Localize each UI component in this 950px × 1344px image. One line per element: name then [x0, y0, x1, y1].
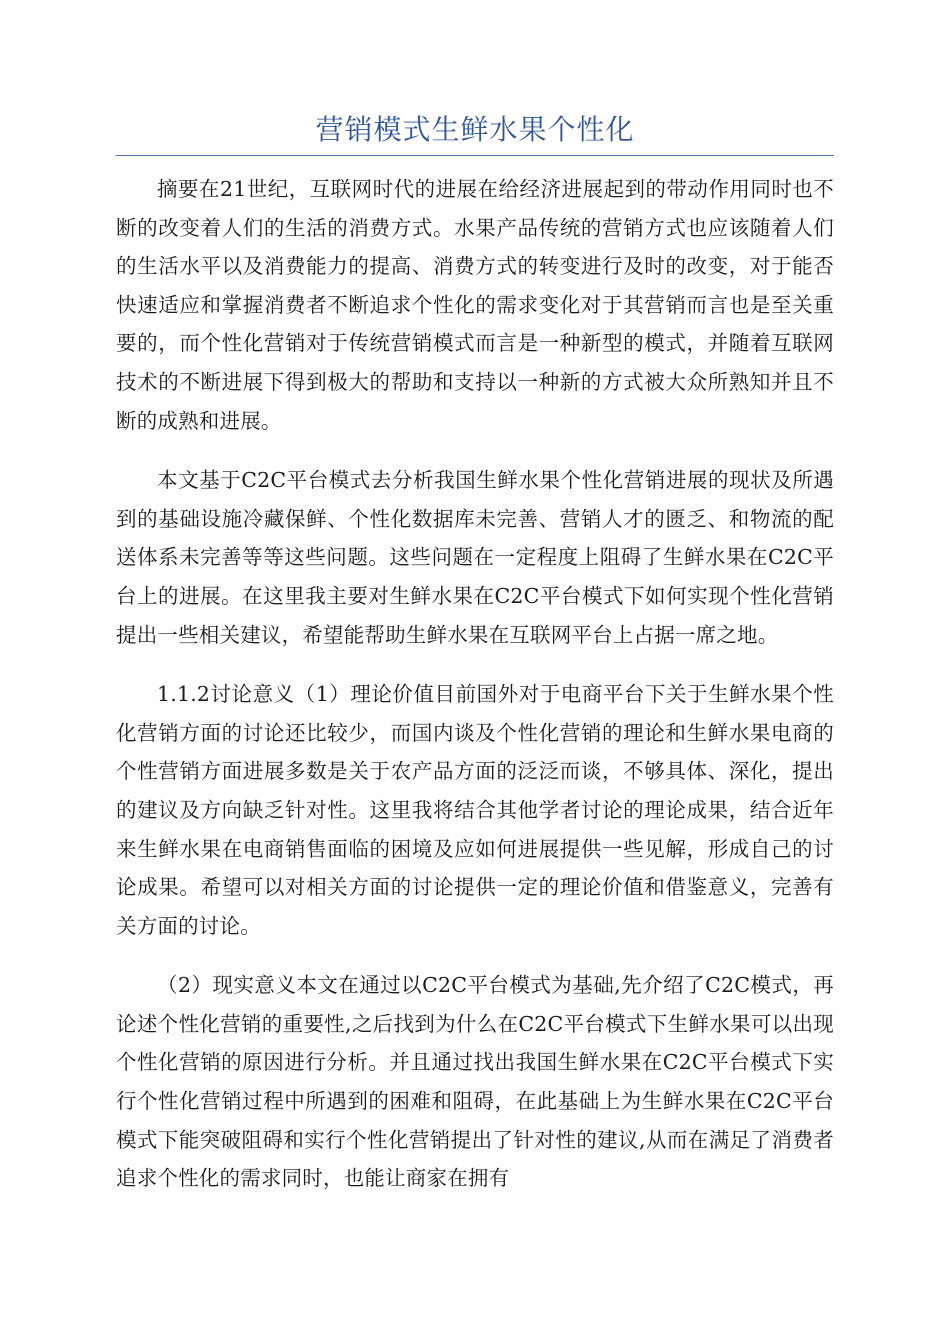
paragraph-theoretical-significance: 1.1.2讨论意义（1）理论价值目前国外对于电商平台下关于生鲜水果个性化营销方面的讨论还比较少，而国内谈及个性化营销的理论和生鲜水果电商的个性营销方面进展多数是关于农产品方面的泛泛而谈，不够具体、深化，提出的建议及方向缺乏针对性。这里我将结合其他学者讨论的理论成果，结合近年来生鲜水果在电商销售面临的困境及应如何进展提供一些见解，形成自己的讨论成果。希望可以对相关方面的讨论提供一定的理论价值和借鉴意义，完善有关方面的讨论。 — [116, 682, 834, 938]
paragraph-abstract: 摘要在21世纪，互联网时代的进展在给经济进展起到的带动作用同时也不断的改变着人们的生活的消费方式。水果产品传统的营销方式也应该随着人们的生活水平以及消费能力的提高、消费方式的转变进行及时的改变，对于能否快速适应和掌握消费者不断追求个性化的需求变化对于其营销而言也是至关重要的，而个性化营销对于传统营销模式而言是一种新型的模式，并随着互联网技术的不断进展下得到极大的帮助和支持以一种新的方式被大众所熟知并且不断的成熟和进展。 — [116, 177, 834, 433]
paragraph-practical-significance: （2）现实意义本文在通过以C2C平台模式为基础,先介绍了C2C模式，再论述个性化营销的重要性,之后找到为什么在C2C平台模式下生鲜水果可以出现个性化营销的原因进行分析。并且通过找出我国生鲜水果在C2C平台模式下实行个性化营销过程中所遇到的困难和阻碍，在此基础上为生鲜水果在C2C平台模式下能突破阻碍和实行个性化营销提出了针对性的建议,从而在满足了消费者追求个性化的需求同时，也能让商家在拥有 — [116, 973, 834, 1191]
title-underline — [116, 155, 834, 156]
document-body — [116, 170, 834, 1219]
document-title: 营销模式生鲜水果个性化 — [315, 113, 635, 146]
paragraph-scope: 本文基于C2C平台模式去分析我国生鲜水果个性化营销进展的现状及所遇到的基础设施冷藏保鲜、个性化数据库未完善、营销人才的匮乏、和物流的配送体系未完善等等这些问题。这些问题在一定程度上阻碍了生鲜水果在C2C平台上的进展。在这里我主要对生鲜水果在C2C平台模式下如何实现个性化营销提出一些相关建议，希望能帮助生鲜水果在互联网平台上占据一席之地。 — [116, 468, 834, 647]
